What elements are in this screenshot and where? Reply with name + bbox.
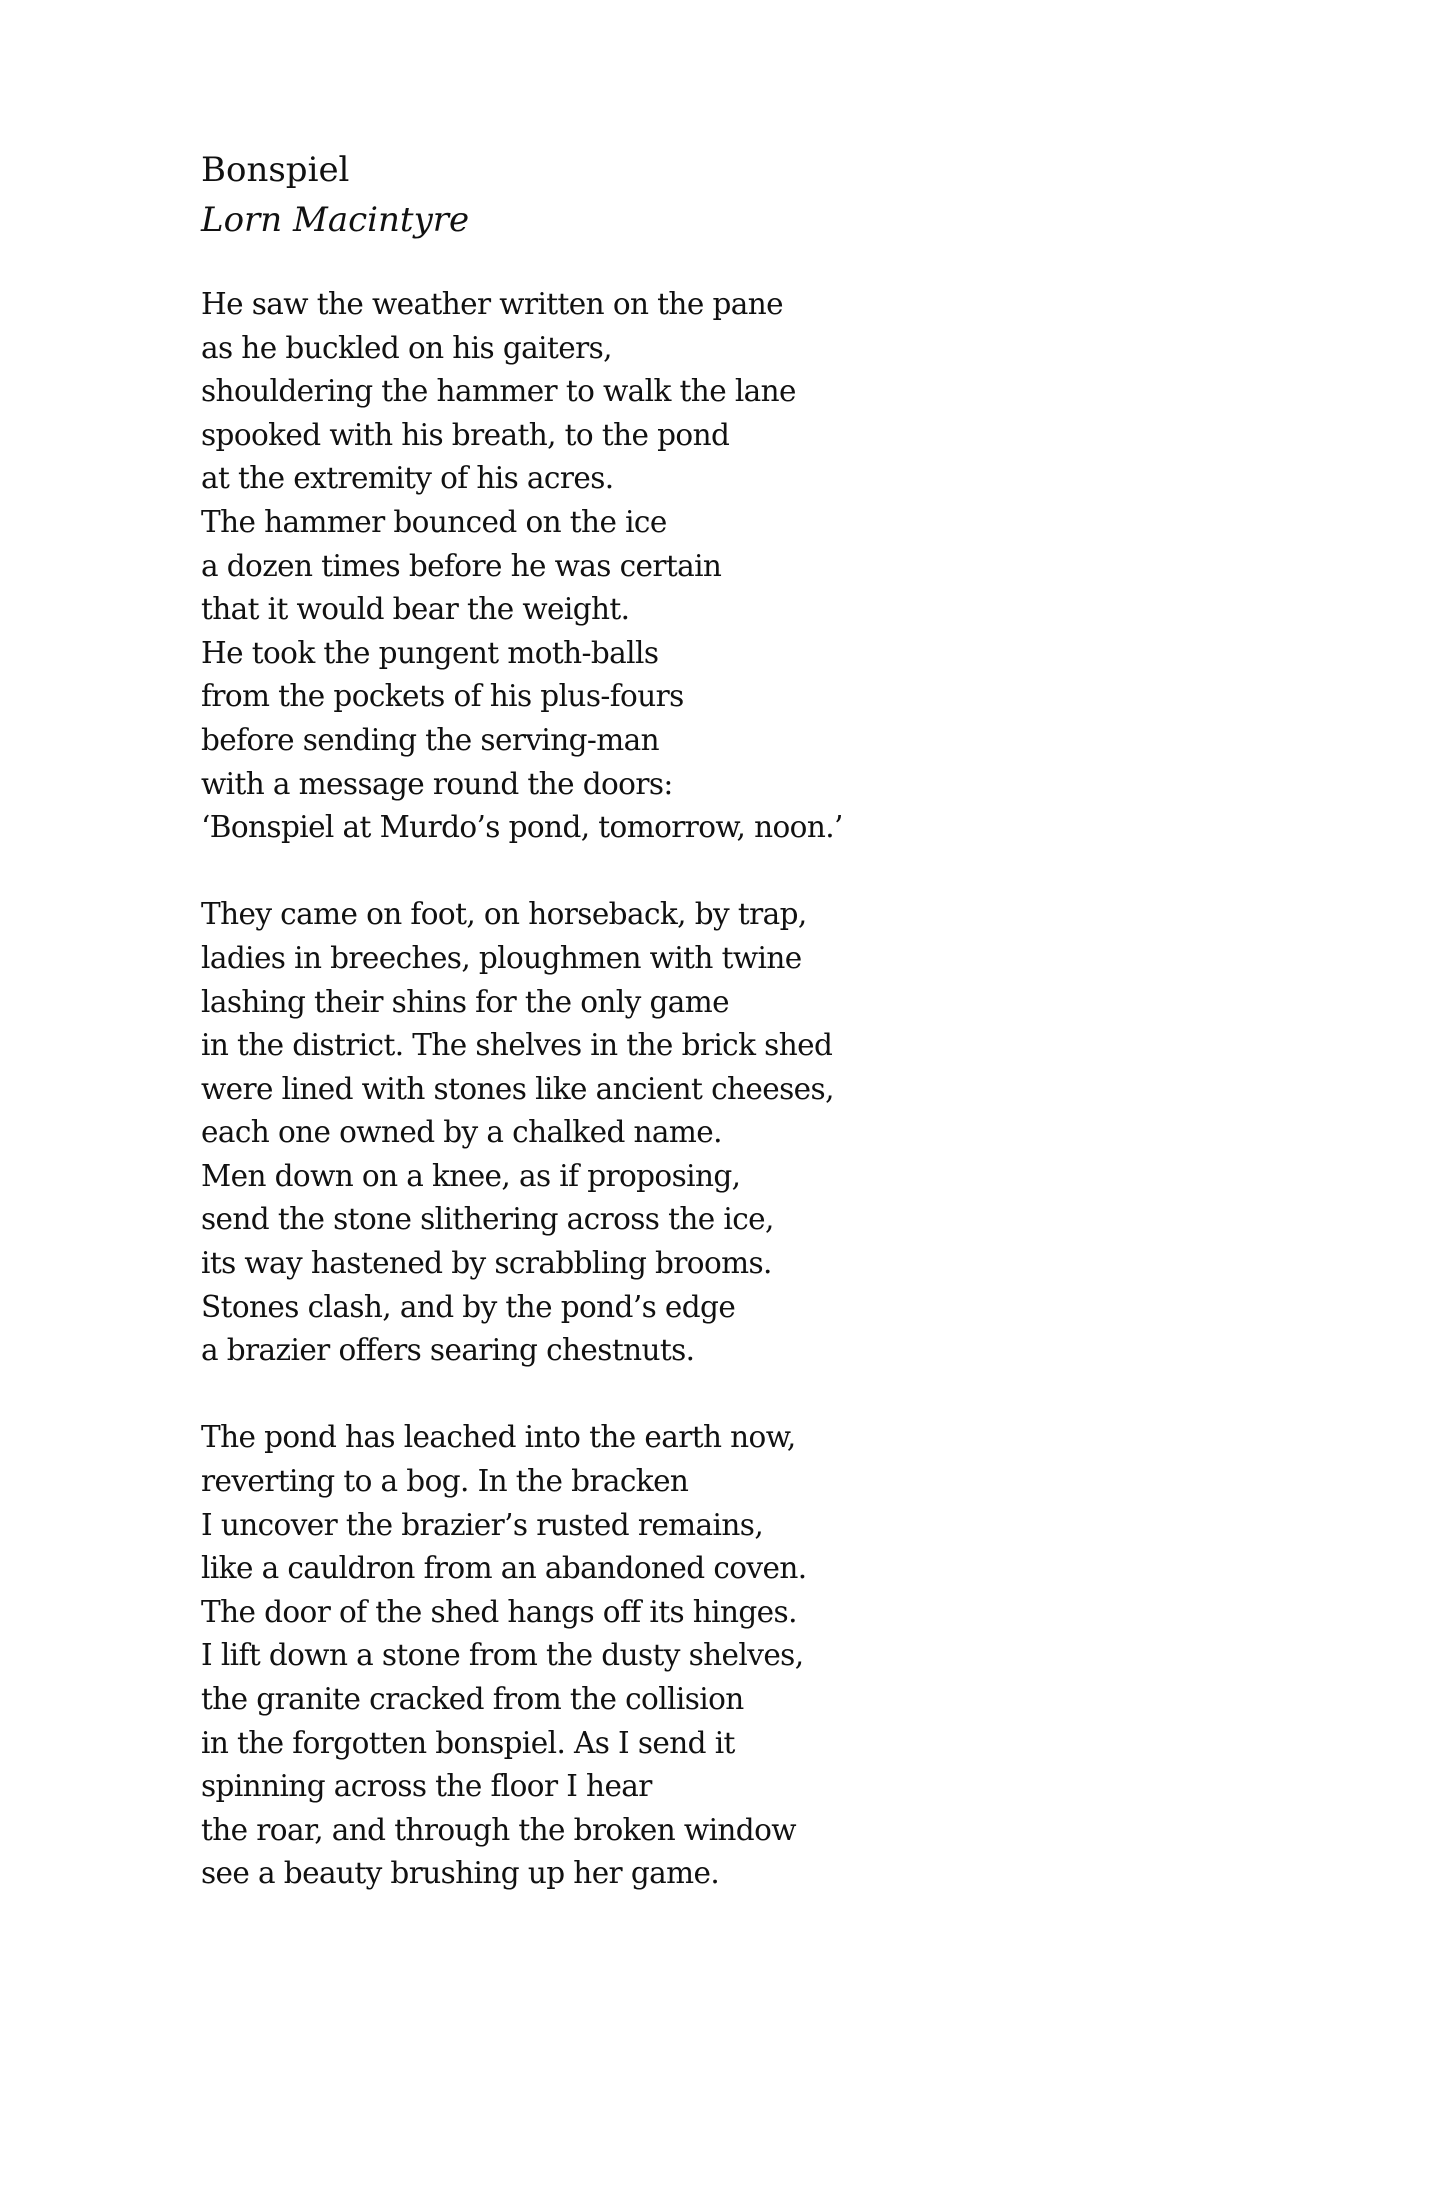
poem-line: Men down on a knee, as if proposing, (201, 1158, 741, 1193)
poem-line: that it would bear the weight. (201, 592, 630, 627)
poem-line: in the forgotten bonspiel. As I send it (201, 1725, 735, 1760)
poem-line: see a beauty brushing up her game. (201, 1856, 720, 1891)
poem-author: Lorn Macintyre (201, 200, 470, 240)
poem-line: in the district. The shelves in the brick shed (201, 1028, 833, 1063)
poem-line: its way hastened by scrabbling brooms. (201, 1246, 772, 1281)
poem-line: at the extremity of his acres. (201, 461, 614, 496)
poem-line: with a message round the doors: (201, 766, 673, 801)
poem-body (201, 283, 843, 1896)
poem-line: The door of the shed hangs off its hinges. (201, 1594, 797, 1629)
poem-line: They came on foot, on horseback, by trap, (201, 897, 807, 932)
poem-line: before sending the serving-man (201, 722, 660, 757)
poem-line: The hammer bounced on the ice (201, 504, 667, 539)
poem-line: from the pockets of his plus-fours (201, 679, 684, 714)
poem-line: reverting to a bog. In the bracken (201, 1464, 689, 1499)
poem-line: send the stone slithering across the ice, (201, 1202, 774, 1237)
poem-line: a dozen times before he was certain (201, 548, 722, 583)
poem-page (201, 145, 843, 1940)
stanza (201, 283, 843, 850)
poem-line: the granite cracked from the collision (201, 1682, 744, 1716)
poem-title: Bonspiel (201, 150, 350, 190)
stanza (201, 893, 843, 1373)
poem-line: the roar, and through the broken window (201, 1812, 796, 1847)
poem-line: He saw the weather written on the pane (201, 287, 783, 321)
poem-line: shouldering the hammer to walk the lane (201, 374, 796, 409)
poem-line: lashing their shins for the only game (201, 984, 729, 1019)
poem-line: were lined with stones like ancient cheeses, (201, 1071, 834, 1106)
poem-line: I uncover the brazier’s rusted remains, (201, 1507, 764, 1542)
poem-line: I lift down a stone from the dusty shelves, (201, 1638, 804, 1673)
poem-line: each one owned by a chalked name. (201, 1115, 722, 1150)
poem-line: spooked with his breath, to the pond (201, 417, 730, 452)
stanza (201, 1416, 843, 1896)
poem-line: The pond has leached into the earth now, (201, 1420, 796, 1455)
poem-line: a brazier offers searing chestnuts. (201, 1333, 695, 1368)
poem-line: ‘Bonspiel at Murdo’s pond, tomorrow, noon.’ (201, 810, 843, 845)
poem-line: He took the pungent moth-balls (201, 635, 659, 670)
poem-line: as he buckled on his gaiters, (201, 330, 612, 365)
poem-line: like a cauldron from an abandoned coven. (201, 1551, 807, 1586)
poem-line: spinning across the floor I hear (201, 1769, 652, 1804)
poem-line: Stones clash, and by the pond’s edge (201, 1289, 736, 1324)
poem-line: ladies in breeches, ploughmen with twine (201, 940, 802, 975)
